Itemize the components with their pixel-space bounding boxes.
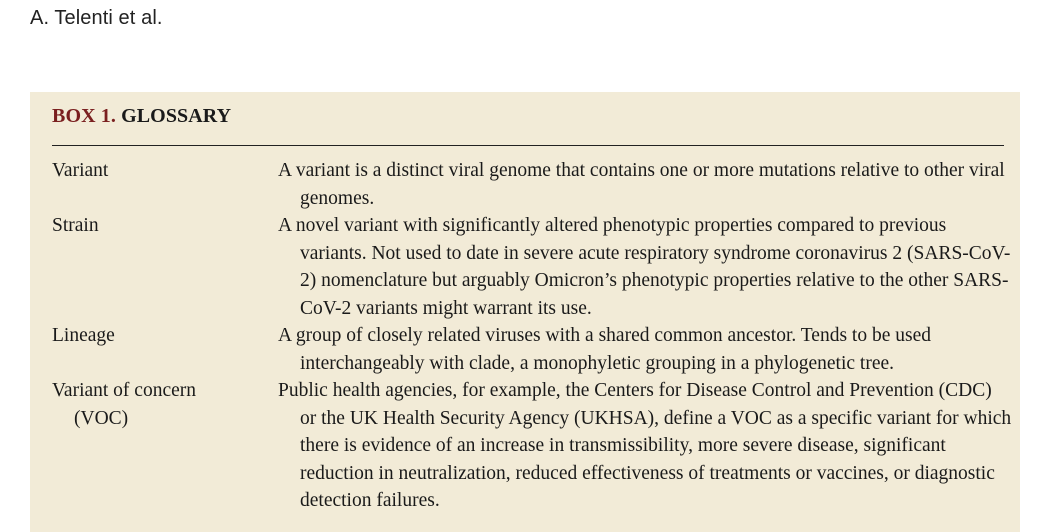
box-label: BOX 1. bbox=[52, 105, 116, 127]
glossary-entry-strain bbox=[52, 212, 1012, 322]
definition-strain: A novel variant with significantly altered phenotypic properties compared to previous variants. Not used to date in severe acute respiratory syndrome coronavirus 2 (SARS-CoV-2) nomenclature but arguably Omicron’s phenotypic properties relative to the other SARS-CoV-2 variants might warrant its use. bbox=[278, 215, 1011, 319]
term-line: Lineage bbox=[52, 325, 115, 346]
term-voc bbox=[52, 377, 278, 515]
title-rule bbox=[52, 145, 1004, 146]
definition-variant: A variant is a distinct viral genome that contains one or more mutations relative to other viral genomes. bbox=[278, 160, 1005, 209]
box-title bbox=[52, 105, 231, 128]
running-head: A. Telenti et al. bbox=[30, 7, 163, 29]
term-variant bbox=[52, 157, 278, 212]
term-strain bbox=[52, 212, 278, 322]
term-line: Variant of concern bbox=[52, 380, 197, 401]
glossary-entry-variant bbox=[52, 157, 1012, 212]
term-lineage bbox=[52, 322, 278, 377]
term-line: Strain bbox=[52, 215, 99, 236]
glossary-entry-lineage bbox=[52, 322, 1012, 377]
definition-voc: Public health agencies, for example, the Centers for Disease Control and Prevention (CDC) or the UK Health Security Agency (UKHSA), define a VOC as a specific variant for which there is evidence of an increase in transmissibility, more severe disease, significant reduction in neutralization, reduced effectiveness of treatments or vaccines, or diagnostic detection failures. bbox=[278, 380, 1012, 511]
definition-lineage: A group of closely related viruses with a shared common ancestor. Tends to be used interchangeably with clade, a monophyletic grouping in a phylogenetic tree. bbox=[278, 325, 931, 374]
term-line-continued: (VOC) bbox=[74, 407, 129, 429]
box-title-text: GLOSSARY bbox=[121, 105, 232, 127]
glossary-entries bbox=[52, 157, 1012, 515]
term-line: Variant bbox=[52, 160, 109, 181]
glossary-box bbox=[30, 92, 1020, 532]
glossary-entry-voc bbox=[52, 377, 1012, 515]
